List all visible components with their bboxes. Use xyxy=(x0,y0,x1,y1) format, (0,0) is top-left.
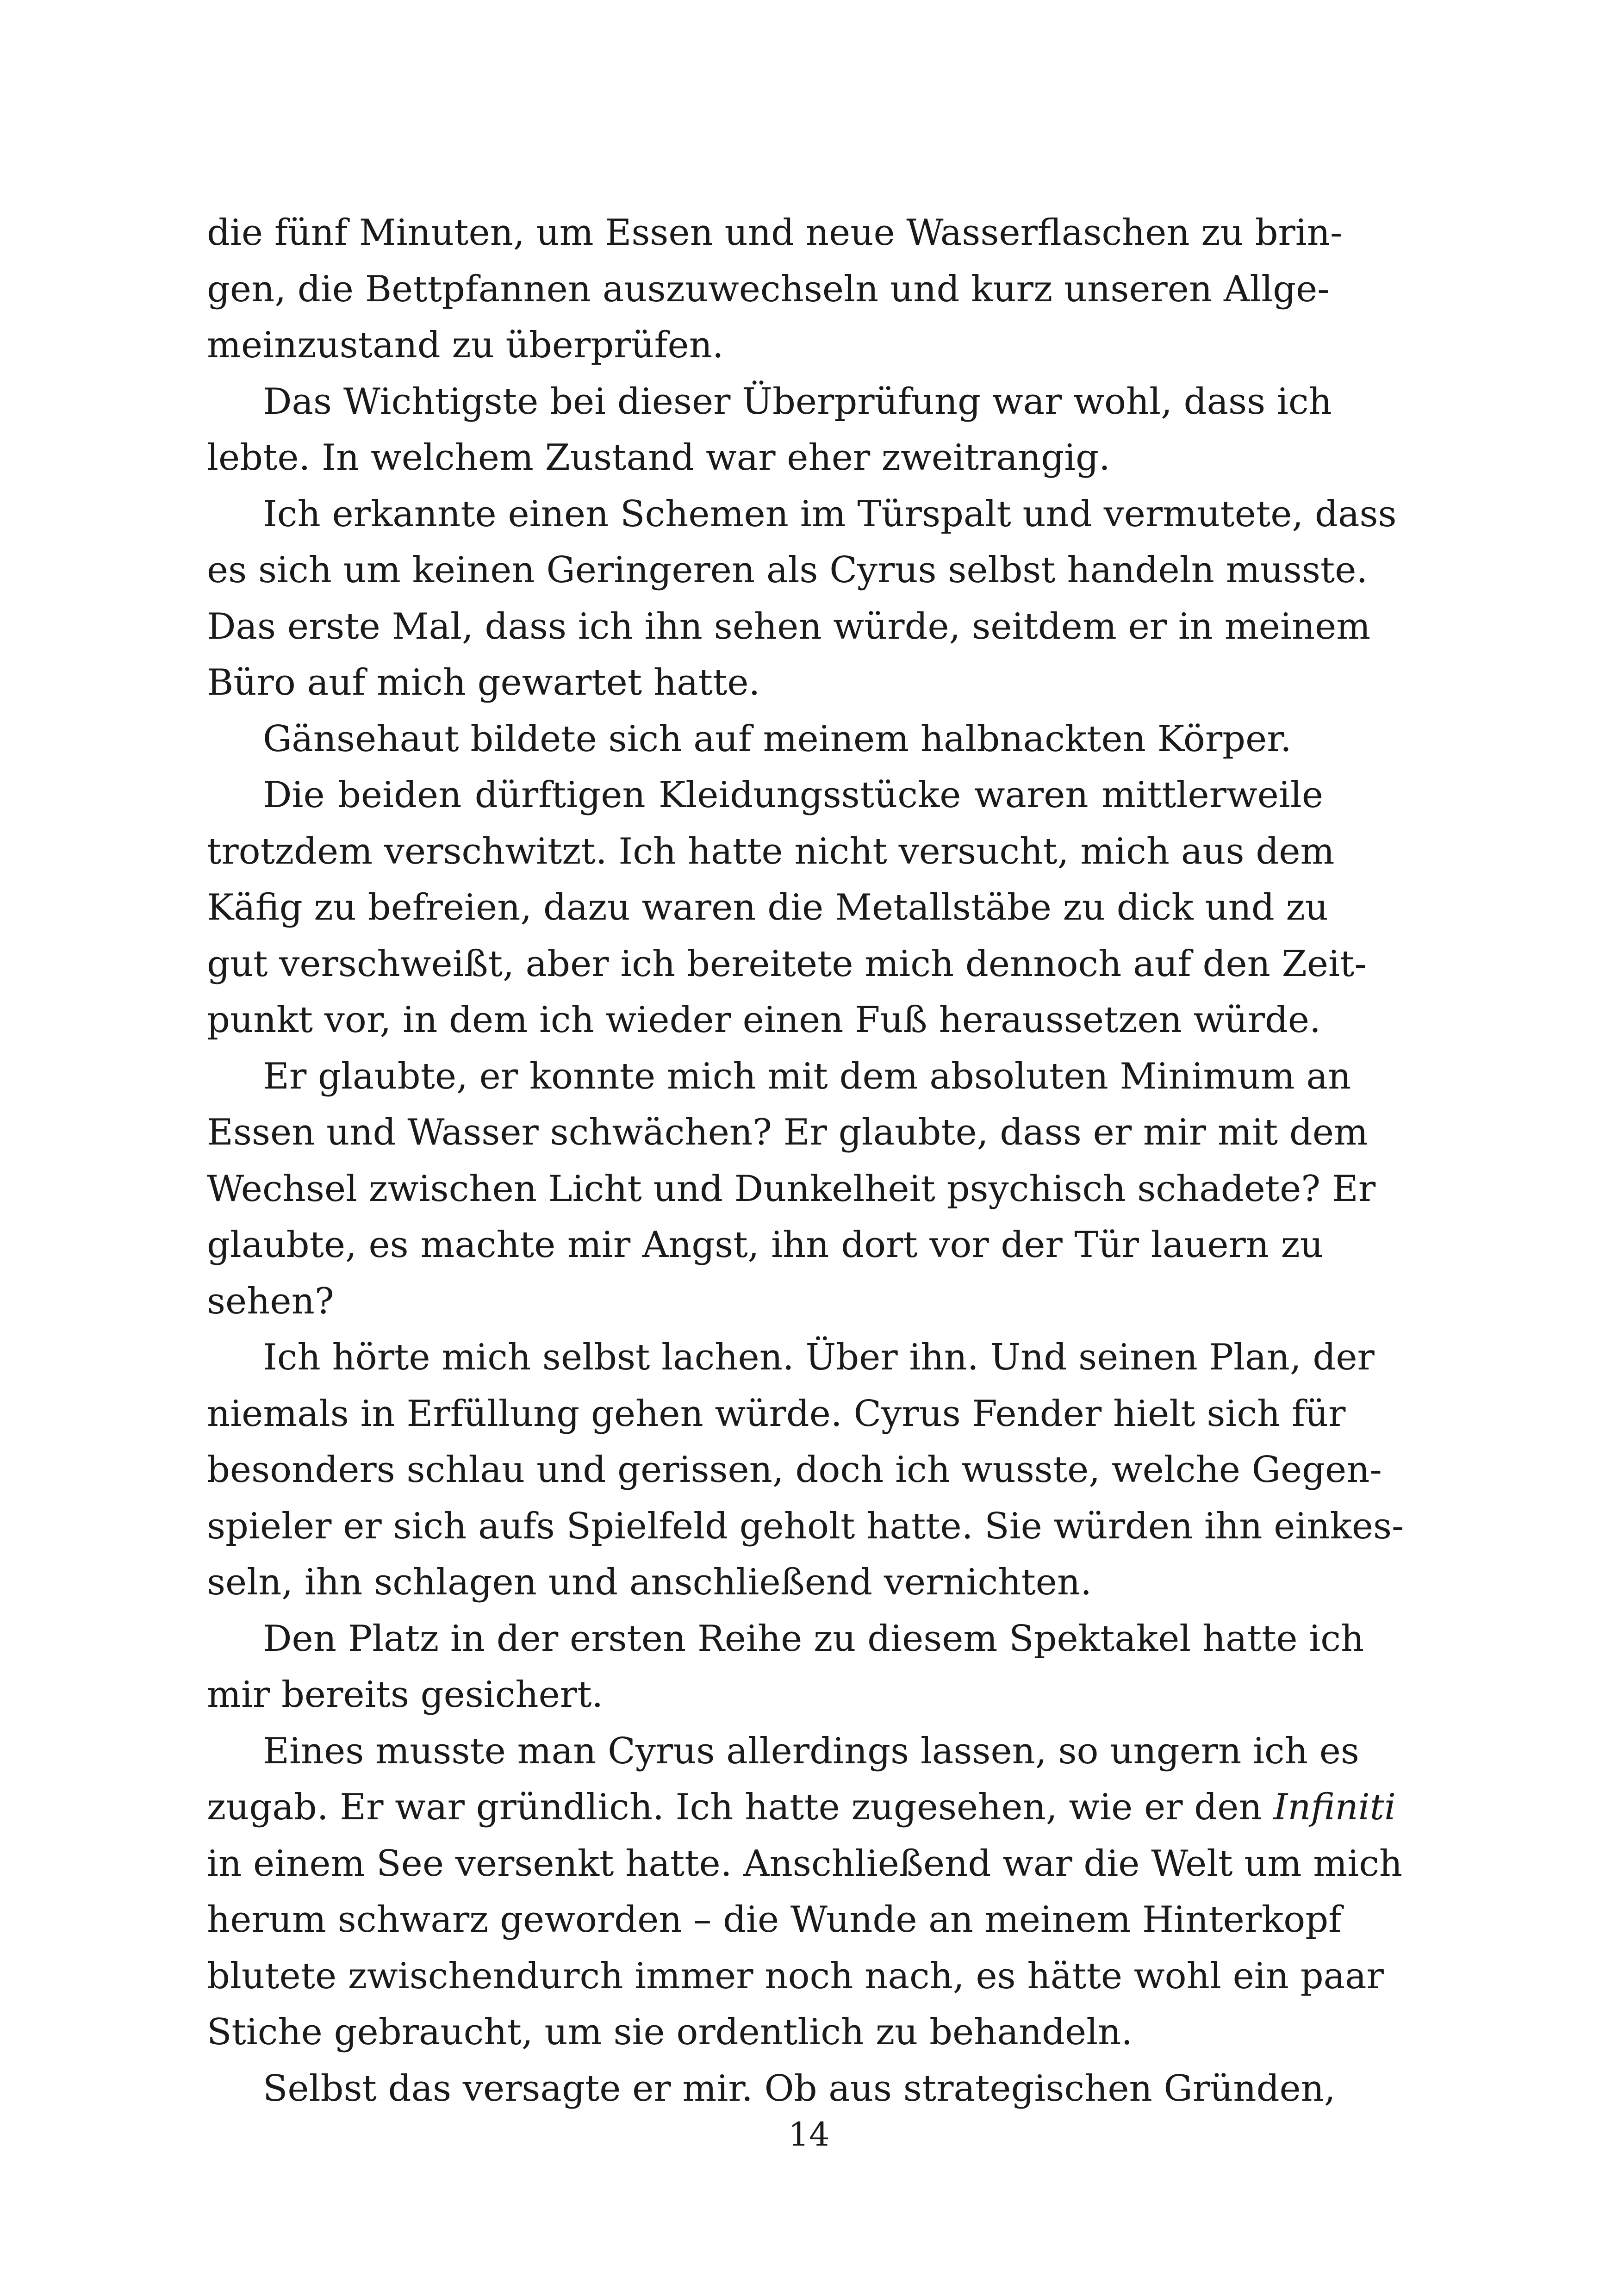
text-line xyxy=(207,2004,1323,2061)
text-line xyxy=(207,1836,1403,1892)
text-line-content: punkt vor, in dem ich wieder einen Fuß heraussetzen würde. xyxy=(207,999,1321,1041)
text-line-content: Gänsehaut bildete sich auf meinem halbnackten Körper. xyxy=(263,718,1292,760)
text-line xyxy=(207,317,1323,374)
text-line-content: niemals in Erfüllung gehen würde. Cyrus Fender hielt sich für xyxy=(207,1393,1346,1435)
page-number: 14 xyxy=(788,2116,830,2153)
text-line-content: spieler er sich aufs Spielfeld geholt hatte. Sie würden ihn einkes- xyxy=(207,1505,1404,1547)
text-line-content: meinzustand zu überprüfen. xyxy=(207,324,724,366)
text-line-content: Das Wichtigste bei dieser Überprüfung war wohl, dass ich xyxy=(263,380,1332,423)
text-line xyxy=(207,261,1330,318)
text-line-content: gen, die Bettpfannen auszuwechseln und kurz unseren Allge- xyxy=(207,268,1330,310)
text-line-content: blutete zwischendurch immer noch nach, es hätte wohl ein paar xyxy=(207,1955,1384,1997)
text-line-content: herum schwarz geworden – die Wunde an meinem Hinterkopf xyxy=(207,1899,1342,1941)
text-line-content: seln, ihn schlagen und anschließend vernichten. xyxy=(207,1562,1092,1603)
italic-term: Infiniti xyxy=(1273,1786,1396,1828)
text-line xyxy=(207,205,1343,261)
text-line xyxy=(207,374,1332,430)
text-line-content: Eines musste man Cyrus allerdings lassen, so ungern ich es xyxy=(263,1730,1359,1772)
text-line xyxy=(207,430,1323,486)
text-line xyxy=(207,824,1335,880)
text-line xyxy=(207,1611,1364,1668)
text-line-content: sehen? xyxy=(207,1280,334,1322)
text-line-content: gut verschweißt, aber ich bereitete mich dennoch auf den Zeit- xyxy=(207,943,1367,985)
text-line xyxy=(207,1780,1396,1836)
body-text xyxy=(207,205,1404,2117)
text-line-content: Käfig zu befreien, dazu waren die Metallstäbe zu dick und zu xyxy=(207,887,1328,928)
text-line xyxy=(207,1217,1323,1274)
text-line xyxy=(207,542,1368,599)
text-line xyxy=(207,711,1323,768)
text-line xyxy=(207,1330,1375,1386)
text-line xyxy=(207,1274,1323,1330)
text-line-content: lebte. In welchem Zustand war eher zweitrangig. xyxy=(207,437,1110,479)
text-line-content: in einem See versenkt hatte. Anschließend war die Welt um mich xyxy=(207,1842,1403,1885)
text-line xyxy=(207,655,1323,711)
text-line xyxy=(207,1667,1323,1724)
text-line-content: glaubte, es machte mir Angst, ihn dort vor der Tür lauern zu xyxy=(207,1224,1323,1266)
text-line xyxy=(207,1161,1376,1218)
text-line-content: Selbst das versagte er mir. Ob aus strategischen Gründen, xyxy=(263,2067,1336,2109)
text-line xyxy=(207,2061,1336,2117)
text-line xyxy=(207,1892,1342,1948)
text-line xyxy=(207,992,1323,1049)
text-line xyxy=(207,486,1397,543)
text-line xyxy=(207,1049,1351,1105)
text-line-content: Die beiden dürftigen Kleidungsstücke waren mittlerweile xyxy=(263,774,1323,816)
text-line xyxy=(207,599,1371,655)
text-line-content: mir bereits gesichert. xyxy=(207,1674,604,1716)
text-line-content: es sich um keinen Geringeren als Cyrus selbst handeln musste. xyxy=(207,549,1368,591)
text-line-content: Das erste Mal, dass ich ihn sehen würde, seitdem er in meinem xyxy=(207,605,1371,647)
text-line xyxy=(207,1555,1323,1611)
text-line xyxy=(207,1948,1384,2005)
text-line xyxy=(207,767,1323,824)
text-line-content: zugab. Er war gründlich. Ich hatte zugesehen, wie er den xyxy=(207,1786,1274,1828)
text-line-content: besonders schlau und gerissen, doch ich wusste, welche Gegen- xyxy=(207,1449,1382,1491)
text-line-content: Ich hörte mich selbst lachen. Über ihn. Und seinen Plan, der xyxy=(263,1337,1375,1378)
text-line-content: Er glaubte, er konnte mich mit dem absoluten Minimum an xyxy=(263,1055,1351,1097)
text-line-content: Den Platz in der ersten Reihe zu diesem Spektakel hatte ich xyxy=(263,1618,1364,1660)
text-line xyxy=(207,1442,1382,1499)
text-line-content: Wechsel zwischen Licht und Dunkelheit psychisch schadete? Er xyxy=(207,1168,1376,1210)
text-line-content: Stiche gebraucht, um sie ordentlich zu behandeln. xyxy=(207,2011,1133,2053)
text-line-content: Büro auf mich gewartet hatte. xyxy=(207,662,760,703)
text-line xyxy=(207,1724,1359,1780)
text-line xyxy=(207,1105,1368,1161)
text-line xyxy=(207,880,1328,936)
text-line xyxy=(207,1499,1404,1555)
text-line-content: die fünf Minuten, um Essen und neue Wasserflaschen zu brin- xyxy=(207,212,1343,254)
text-line-content: Essen und Wasser schwächen? Er glaubte, dass er mir mit dem xyxy=(207,1112,1368,1153)
text-line-content: Ich erkannte einen Schemen im Türspalt und vermutete, dass xyxy=(263,493,1397,535)
text-line-content: trotzdem verschwitzt. Ich hatte nicht versucht, mich aus dem xyxy=(207,830,1335,872)
text-line xyxy=(207,1386,1346,1443)
text-line xyxy=(207,936,1367,993)
